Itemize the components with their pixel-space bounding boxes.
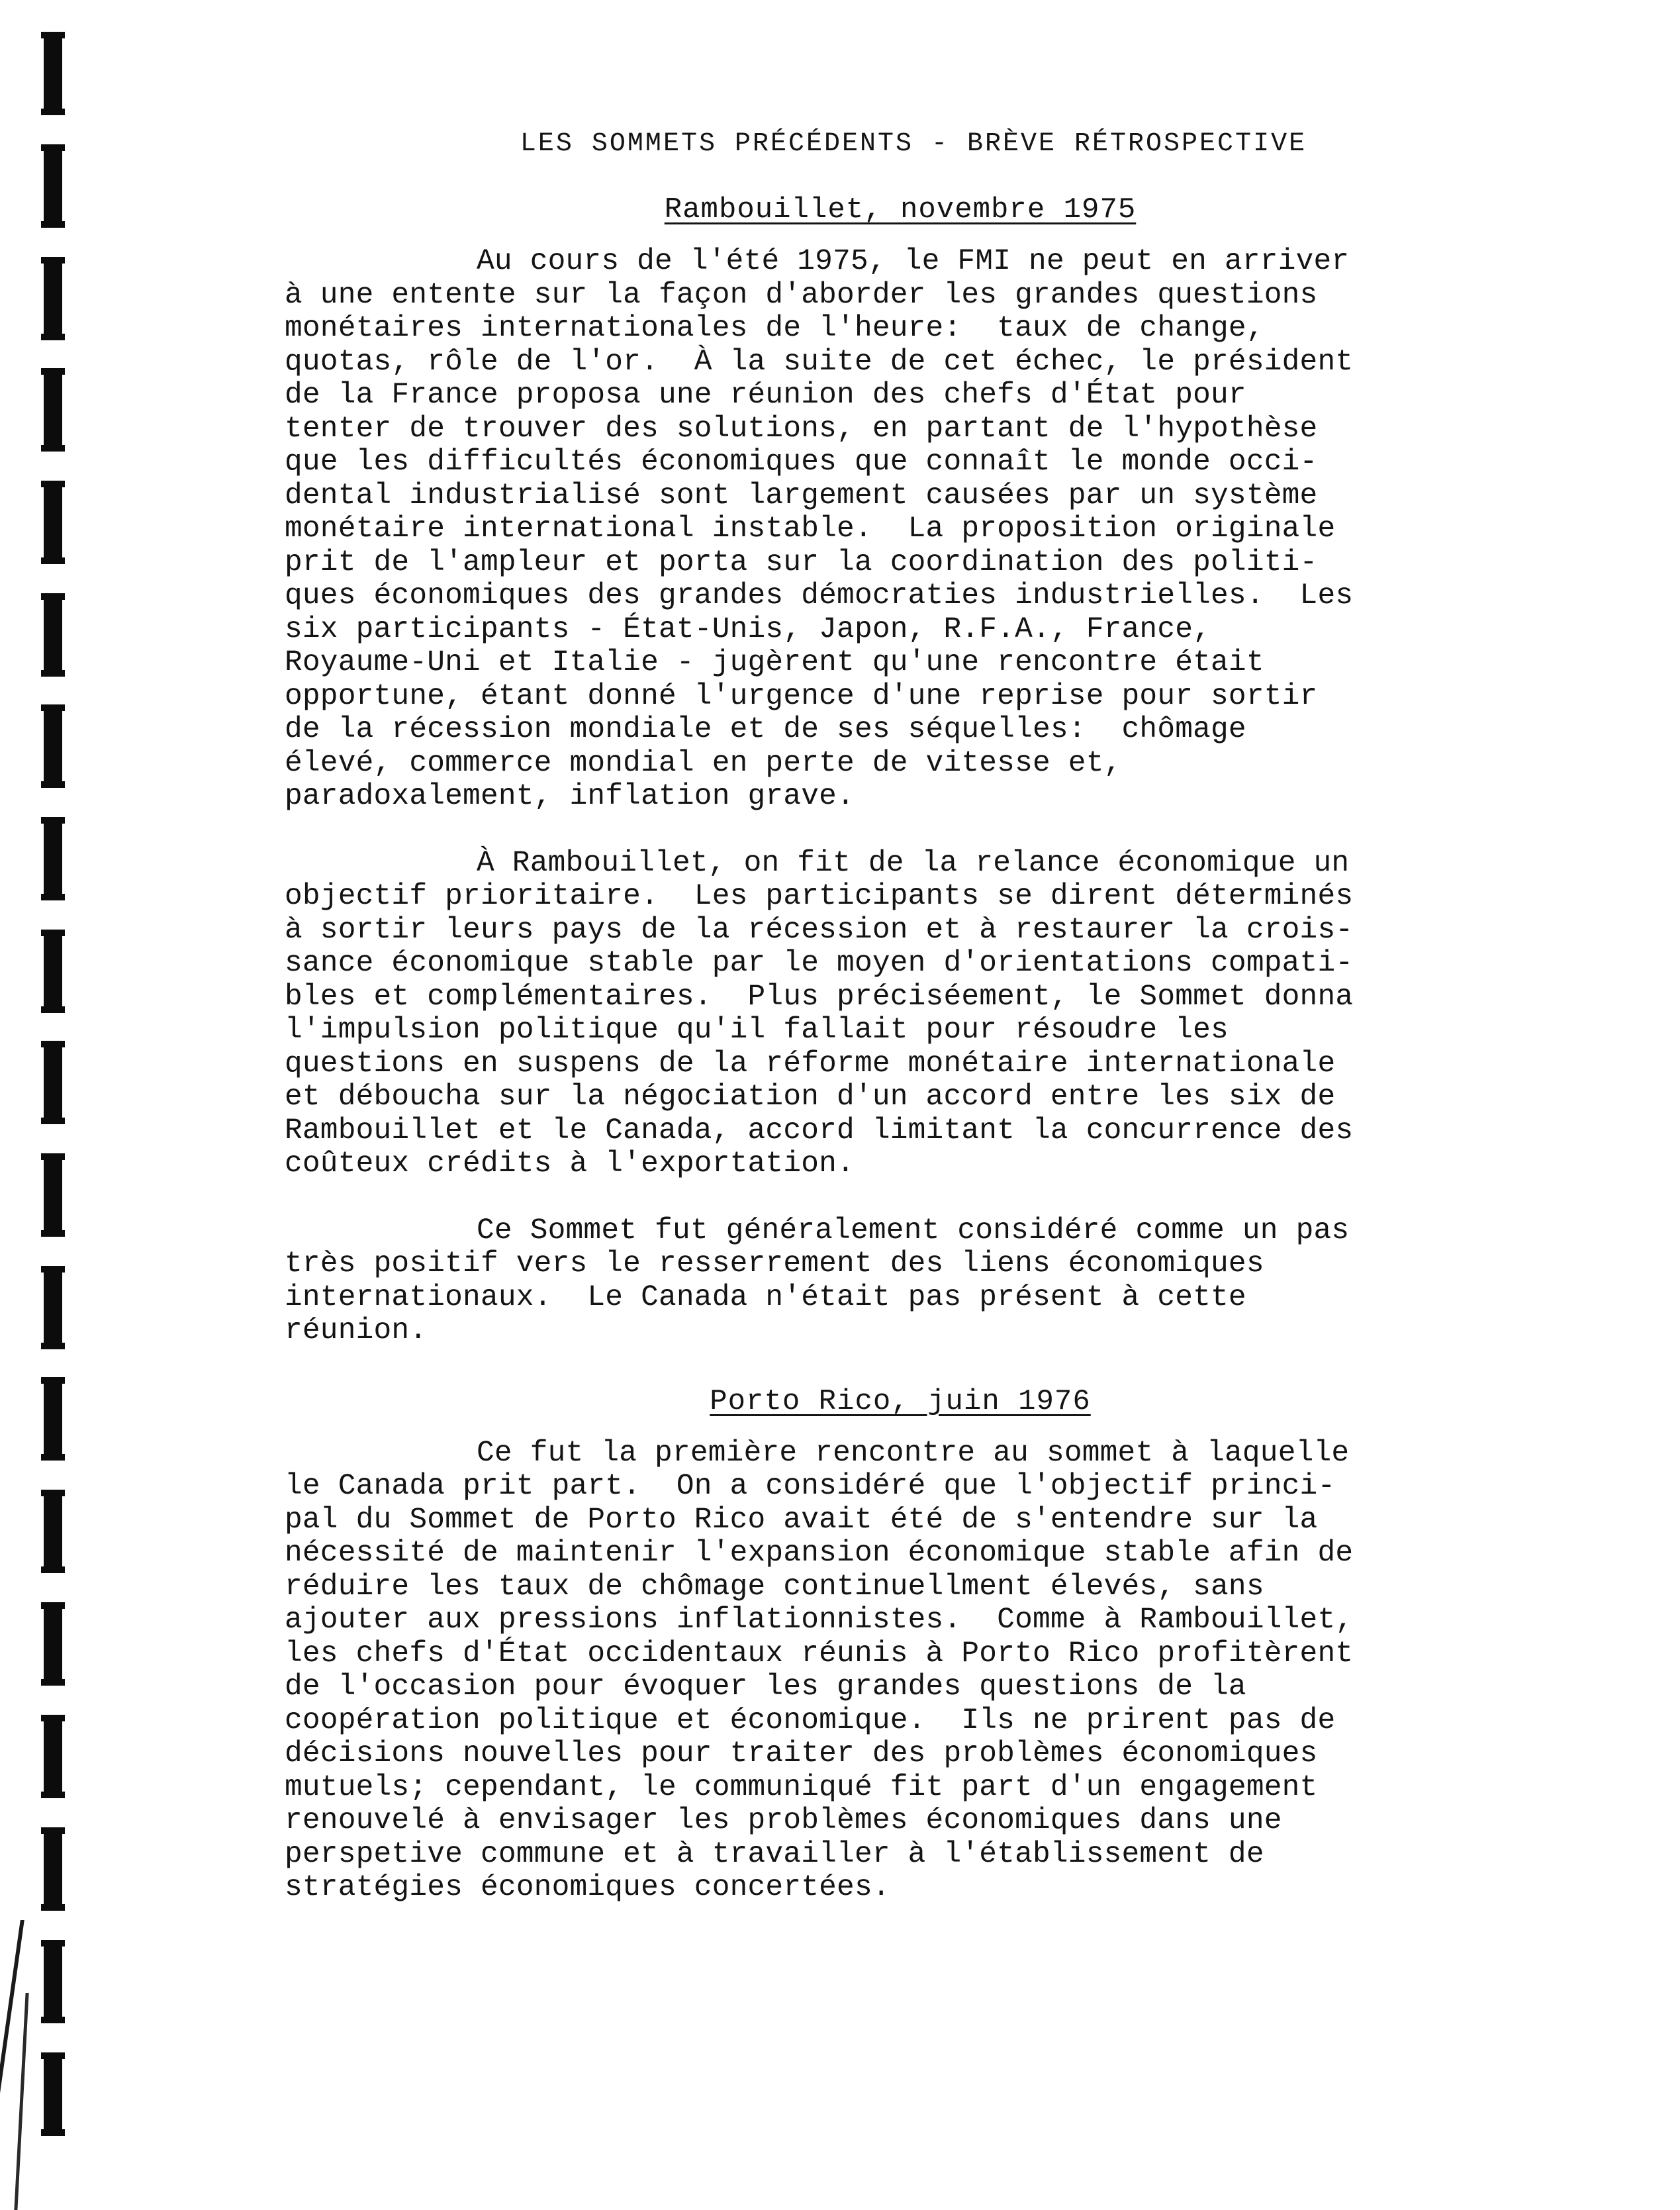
paragraph bbox=[285, 1214, 1489, 1348]
binding-hole bbox=[44, 820, 62, 898]
text-line: Royaume-Uni et Italie - jugèrent qu'une rencontre était bbox=[285, 646, 1264, 679]
text-line: décisions nouvelles pour traiter des problèmes économiques bbox=[285, 1737, 1318, 1770]
binding-hole bbox=[44, 2055, 62, 2133]
text-line: de la récession mondiale et de ses séquelles: chômage bbox=[285, 713, 1246, 746]
text-line: sance économique stable par le moyen d'orientations compati- bbox=[285, 947, 1354, 980]
text-line: ajouter aux pressions inflationnistes. Comme à Rambouillet, bbox=[285, 1604, 1354, 1637]
binding-hole bbox=[44, 371, 62, 449]
text-line: stratégies économiques concertées. bbox=[285, 1871, 890, 1904]
text-line: Rambouillet et le Canada, accord limitant la concurrence des bbox=[285, 1114, 1354, 1147]
text-line: de l'occasion pour évoquer les grandes questions de la bbox=[285, 1670, 1246, 1704]
section-heading-rambouillet bbox=[311, 193, 1489, 226]
binding-hole bbox=[44, 483, 62, 561]
text-line: questions en suspens de la réforme monétaire internationale bbox=[285, 1047, 1336, 1081]
text-line: que les difficultés économiques que connaît le monde occi- bbox=[285, 446, 1318, 479]
text-line: élevé, commerce mondial en perte de vitesse et, bbox=[285, 746, 1122, 780]
binding-hole bbox=[44, 932, 62, 1010]
binding-hole bbox=[44, 147, 62, 225]
text-line: renouvelé à envisager les problèmes économiques dans une bbox=[285, 1804, 1282, 1837]
binding-hole bbox=[44, 1156, 62, 1234]
text-line: réduire les taux de chômage continuellment élevés, sans bbox=[285, 1570, 1264, 1604]
paragraph bbox=[285, 847, 1489, 1181]
text-line: nécessité de maintenir l'expansion économique stable afin de bbox=[285, 1537, 1354, 1570]
binding-hole bbox=[44, 1605, 62, 1683]
binding-hole bbox=[44, 1943, 62, 2021]
text-line: opportune, étant donné l'urgence d'une reprise pour sortir bbox=[285, 679, 1318, 713]
text-line: À Rambouillet, on fit de la relance économique un bbox=[477, 846, 1350, 880]
text-line: réunion. bbox=[285, 1314, 428, 1347]
text-line: bles et complémentaires. Plus préciséement, le Sommet donna bbox=[285, 980, 1354, 1014]
text-line: coopération politique et économique. Ils ne prirent pas de bbox=[285, 1704, 1336, 1737]
text-line: paradoxalement, inflation grave. bbox=[285, 780, 855, 813]
document-body bbox=[285, 129, 1489, 1938]
binding-hole bbox=[44, 1492, 62, 1570]
section-heading-porto-rico bbox=[311, 1385, 1489, 1418]
text-line: Au cours de l'été 1975, le FMI ne peut en arriver bbox=[477, 245, 1350, 278]
text-line: à une entente sur la façon d'aborder les grandes questions bbox=[285, 278, 1318, 312]
text-line: le Canada prit part. On a considéré que l'objectif princi- bbox=[285, 1470, 1336, 1503]
text-line: Ce fut la première rencontre au sommet à laquelle bbox=[477, 1436, 1350, 1470]
binding-hole bbox=[44, 1380, 62, 1458]
text-line: quotas, rôle de l'or. À la suite de cet échec, le président bbox=[285, 345, 1354, 379]
binding-hole bbox=[44, 1830, 62, 1908]
document-title: LES SOMMETS PRÉCÉDENTS - BRÈVE RÉTROSPECTIVE bbox=[520, 129, 1307, 159]
section-heading-text: Rambouillet, novembre 1975 bbox=[664, 193, 1137, 226]
text-line: coûteux crédits à l'exportation. bbox=[285, 1147, 855, 1180]
binding-strip bbox=[40, 0, 79, 2210]
page-edge-shadow bbox=[14, 1993, 28, 2210]
section-heading-text: Porto Rico, juin 1976 bbox=[710, 1384, 1091, 1418]
binding-hole bbox=[44, 1269, 62, 1347]
text-line: mutuels; cependant, le communiqué fit part d'un engagement bbox=[285, 1770, 1318, 1804]
text-line: monétaire international instable. La proposition originale bbox=[285, 512, 1336, 546]
binding-hole bbox=[44, 596, 62, 674]
text-line: internationaux. Le Canada n'était pas présent à cette bbox=[285, 1280, 1246, 1314]
text-line: les chefs d'État occidentaux réunis à Porto Rico profitèrent bbox=[285, 1637, 1354, 1670]
page-edge-shadow bbox=[0, 1920, 24, 2210]
text-line: prit de l'ampleur et porta sur la coordination des politi- bbox=[285, 546, 1318, 579]
text-line: tenter de trouver des solutions, en partant de l'hypothèse bbox=[285, 412, 1318, 446]
text-line: Ce Sommet fut généralement considéré comme un pas bbox=[477, 1214, 1350, 1247]
text-line: monétaires internationales de l'heure: taux de change, bbox=[285, 312, 1264, 345]
text-line: ques économiques des grandes démocraties industrielles. Les bbox=[285, 579, 1354, 612]
text-line: l'impulsion politique qu'il fallait pour résoudre les bbox=[285, 1014, 1229, 1047]
text-line: et déboucha sur la négociation d'un accord entre les six de bbox=[285, 1081, 1336, 1114]
paragraph bbox=[285, 1437, 1489, 1905]
text-line: à sortir leurs pays de la récession et à restaurer la crois- bbox=[285, 913, 1354, 947]
paragraph bbox=[285, 245, 1489, 814]
binding-hole bbox=[44, 260, 62, 338]
binding-hole bbox=[44, 1717, 62, 1796]
binding-hole bbox=[44, 707, 62, 785]
text-line: perspetive commune et à travailler à l'établissement de bbox=[285, 1837, 1264, 1871]
binding-hole bbox=[44, 1043, 62, 1122]
binding-hole bbox=[44, 34, 62, 113]
text-line: dental industrialisé sont largement causées par un système bbox=[285, 479, 1318, 512]
text-line: de la France proposa une réunion des chefs d'État pour bbox=[285, 379, 1246, 412]
text-line: très positif vers le resserrement des liens économiques bbox=[285, 1247, 1264, 1280]
text-line: objectif prioritaire. Les participants se dirent déterminés bbox=[285, 880, 1354, 913]
text-line: six participants - État-Unis, Japon, R.F.A., France, bbox=[285, 612, 1211, 646]
text-line: pal du Sommet de Porto Rico avait été de s'entendre sur la bbox=[285, 1503, 1318, 1537]
